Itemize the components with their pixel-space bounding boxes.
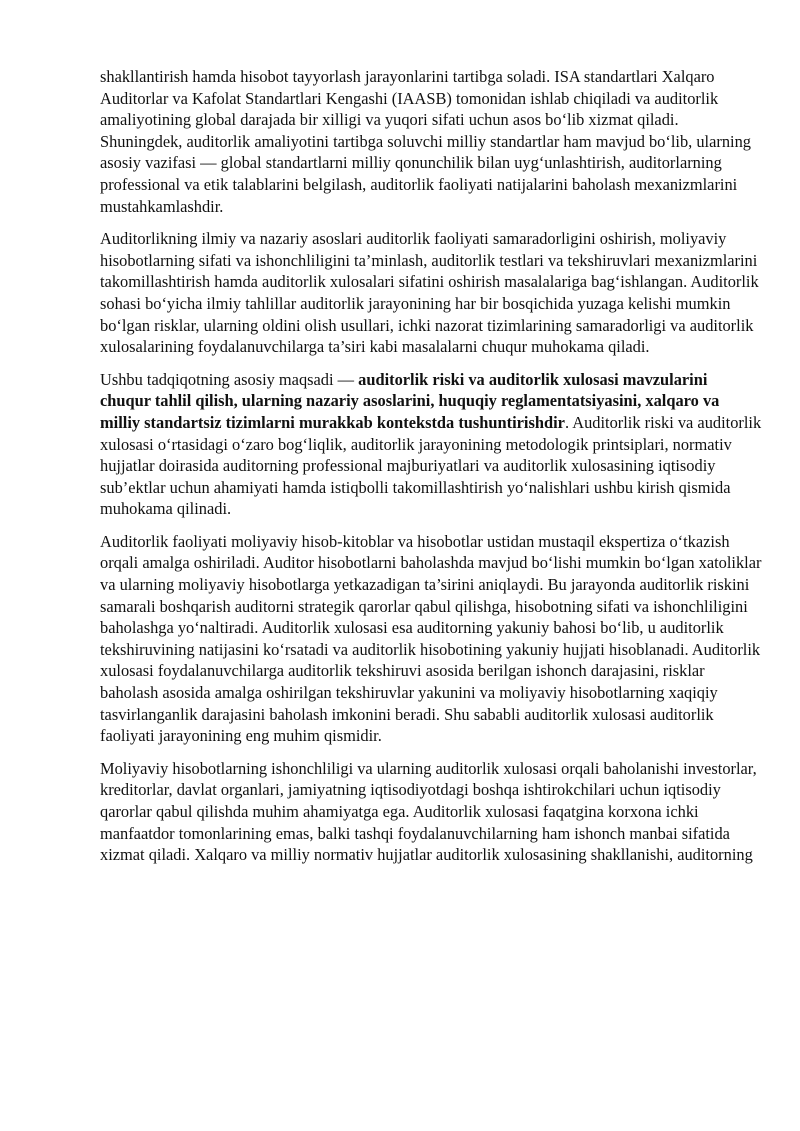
- research-goal-bold: auditorlik riski va auditorlik xulosasi mavzularini chuqur tahlil qilish, ularning nazariy asoslarini, huquqiy reglamentatsiyasini, xalqaro va milliy standartsiz tizimlarni murakkab kontekstda tushuntirishdir: [100, 369, 720, 432]
- paragraph-research-goal: [100, 369, 762, 520]
- research-goal-intro: Ushbu tadqiqotning asosiy maqsadi —: [100, 369, 359, 389]
- paragraph-audit-activity: Auditorlik faoliyati moliyaviy hisob-kitoblar va hisobotlar ustidan mustaqil ekspertiza o‘tkazish orqali amalga oshiriladi. Auditor hisobotlarni baholashda mavjud bo‘lishi mumkin bo‘lgan xatoliklar va ularning moliyaviy hisobotlarga yetkazadigan ta’sirini aniqlaydi. Bu jarayonda auditorlik riskini samarali boshqarish auditorni strategik qarorlar qabul qilishga, hisobotning sifati va ishonchliligini baholashga yo‘naltiradi. Auditorlik xulosasi esa auditorning yakuniy bahosi bo‘lib, u auditorlik tekshiruvining natijasini ko‘rsatadi va auditorlik hisobotining yakuniy hujjati hisoblanadi. Auditorlik xulosasi foydalanuvchilarga auditorlik tekshiruvi asosida berilgan ishonch darajasini, risklar baholash asosida amalga oshirilgan tekshiruvlar yakunini va moliyaviy hisobotlarning xaqiqiy tasvirlanganlik darajasini baholash imkonini beradi. Shu sababli auditorlik xulosasi auditorlik faoliyati jarayonining eng muhim qismidir.: [100, 531, 762, 746]
- paragraph-standards: shakllantirish hamda hisobot tayyorlash jarayonlarini tartibga soladi. ISA standartlari Xalqaro Auditorlar va Kafolat Standartlari Kengashi (IAASB) tomonidan ishlab chiqiladi va auditorlik amaliyotining global darajada bir xilligi va yuqori sifati uchun asos bo‘lib xizmat qiladi. Shuningdek, auditorlik amaliyotini tartibga soluvchi milliy standartlar ham mavjud bo‘lib, ularning asosiy vazifasi — global standartlarni milliy qonunchilik bilan uyg‘unlashtirish, auditorlarning professional va etik talablarini belgilash, auditorlik faoliyati natijalarini baholash mexanizmlarini mustahkamlashdir.: [100, 67, 751, 216]
- paragraph-scientific-basis: Auditorlikning ilmiy va nazariy asoslari auditorlik faoliyati samaradorligini oshirish, moliyaviy hisobotlarning sifati va ishonchliligini ta’minlash, auditorlik testlari va tekshiruvlari mexanizmlarini takomillashtirish hamda auditorlik xulosalari sifatini oshirish masalalariga bag‘ishlangan. Auditorlik sohasi bo‘yicha ilmiy tahlillar auditorlik jarayonining har bir bosqichida yuzaga kelishi mumkin bo‘lgan risklar, ularning oldini olish usullari, ichki nazorat tizimlarining samaradorligi va auditorlik xulosalarining foydalanuvchilarga ta’siri kabi masalalarni chuqur muhokama qiladi.: [100, 229, 759, 357]
- research-goal-rest: . Auditorlik riski va auditorlik xulosasi o‘rtasidagi o‘zaro bog‘liqlik, auditorlik jarayonining metodologik printsiplari, normativ hujjatlar doirasida auditorning professional majburiyatlari va auditorlik xulosasining iqtisodiy sub’ektlar uchun ahamiyati hamda istiqbolli takomillashtirish yo‘nalishlari ushbu kirish qismida muhokama qilinadi.: [100, 412, 762, 519]
- paragraph-reliability: Moliyaviy hisobotlarning ishonchliligi va ularning auditorlik xulosasi orqali baholanishi investorlar, kreditorlar, davlat organlari, jamiyatning iqtisodiyotdagi boshqa ishtirokchilari uchun iqtisodiy qarorlar qabul qilishda muhim ahamiyatga ega. Auditorlik xulosasi faqatgina korxona ichki manfaatdor tomonlarining emas, balki tashqi foydalanuvchilarning ham ishonch manbai sifatida xizmat qiladi. Xalqaro va milliy normativ hujjatlar auditorlik xulosasining shakllanishi, auditorning: [100, 758, 757, 865]
- document-page: [100, 66, 762, 877]
